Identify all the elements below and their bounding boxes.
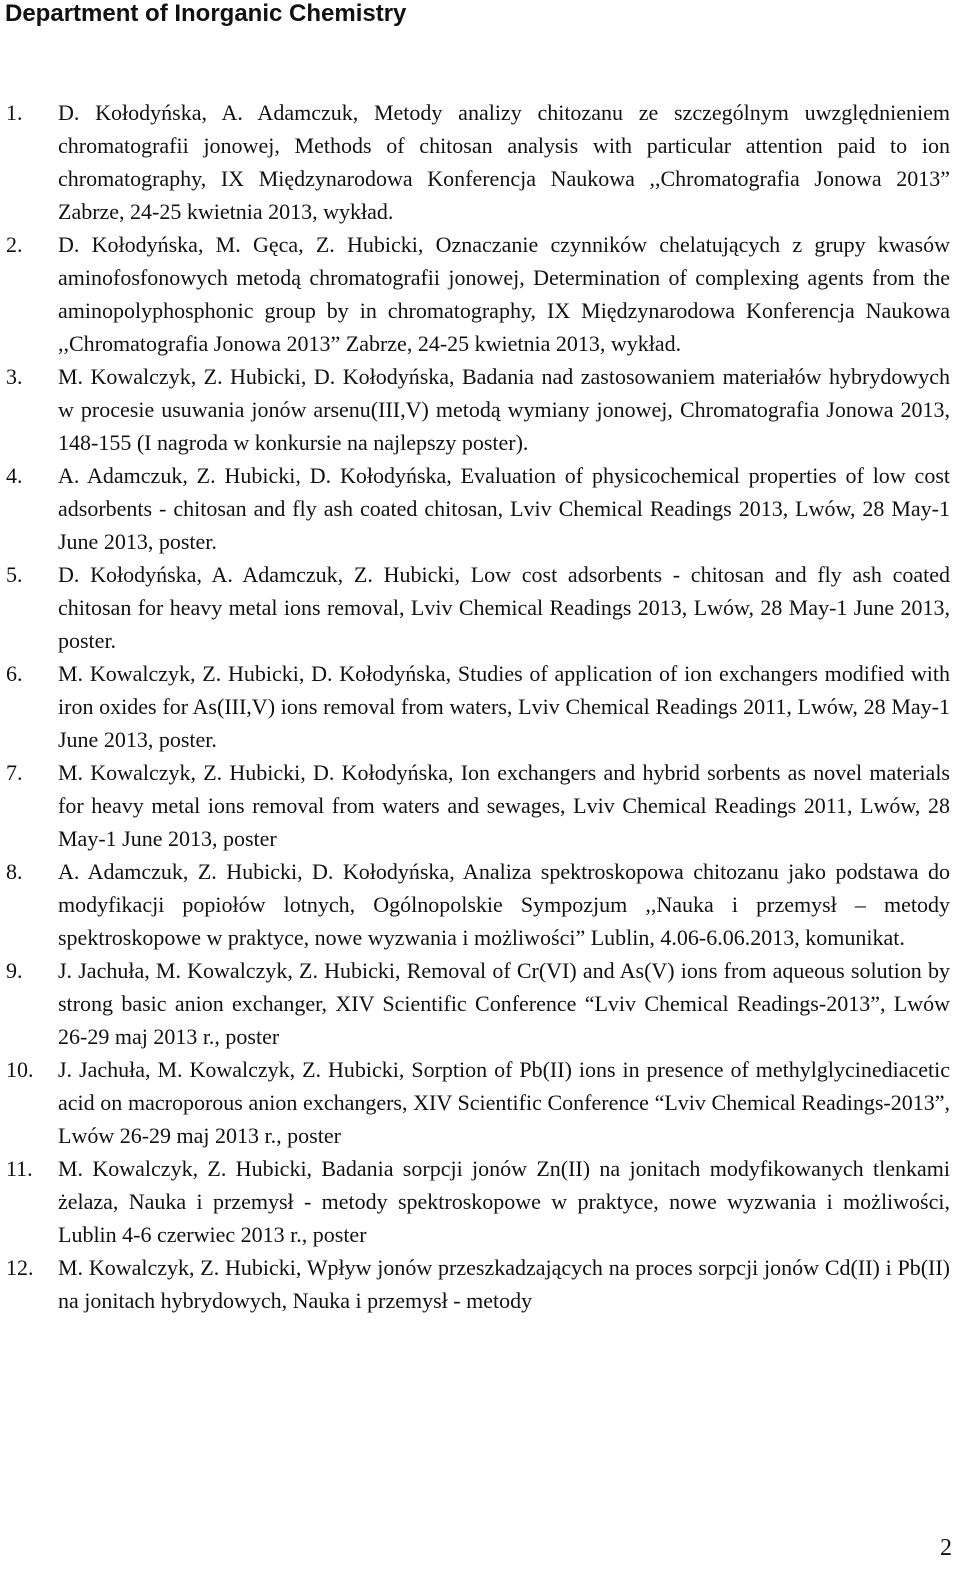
item-text: D. Kołodyńska, M. Gęca, Z. Hubicki, Oznaczanie czynników chelatujących z grupy kwasów aminofosfonowych metodą chromatografii jonowej, Determination of complexing agents from the aminopolyphosphonic group by in chromatography, IX Międzynarodowa Konferencja Naukowa ,,Chromatografia Jonowa 2013” Zabrze, 24-25 kwietnia 2013, wykład. — [58, 232, 950, 356]
reference-list — [0, 96, 960, 1317]
list-item — [0, 1053, 950, 1152]
list-item — [0, 459, 950, 558]
item-text: J. Jachuła, M. Kowalczyk, Z. Hubicki, Removal of Cr(VI) and As(V) ions from aqueous solution by strong basic anion exchanger, XIV Scientific Conference “Lviv Chemical Readings-2013”, Lwów 26-29 maj 2013 r., poster — [58, 958, 950, 1049]
item-number: 10. — [6, 1057, 34, 1082]
item-text: M. Kowalczyk, Z. Hubicki, D. Kołodyńska, Studies of application of ion exchangers modified with iron oxides for As(III,V) ions removal from waters, Lviv Chemical Readings 2011, Lwów, 28 May-1 June 2013, poster. — [58, 661, 950, 752]
item-text: M. Kowalczyk, Z. Hubicki, Badania sorpcji jonów Zn(II) na jonitach modyfikowanych tlenkami żelaza, Nauka i przemysł - metody spektroskopowe w praktyce, nowe wyzwania i możliwości, Lublin 4-6 czerwiec 2013 r., poster — [58, 1156, 950, 1247]
item-number: 12. — [6, 1255, 34, 1280]
list-item — [0, 228, 950, 360]
item-text: D. Kołodyńska, A. Adamczuk, Z. Hubicki, Low cost adsorbents - chitosan and fly ash coated chitosan for heavy metal ions removal, Lviv Chemical Readings 2013, Lwów, 28 May-1 June 2013, poster. — [58, 562, 950, 653]
item-text: A. Adamczuk, Z. Hubicki, D. Kołodyńska, Analiza spektroskopowa chitozanu jako podstawa do modyfikacji popiołów lotnych, Ogólnopolskie Sympozjum ,,Nauka i przemysł – metody spektroskopowe w praktyce, nowe wyzwania i możliwości” Lublin, 4.06-6.06.2013, komunikat. — [58, 859, 950, 950]
item-text: J. Jachuła, M. Kowalczyk, Z. Hubicki, Sorption of Pb(II) ions in presence of methylglycinediacetic acid on macroporous anion exchangers, XIV Scientific Conference “Lviv Chemical Readings-2013”, Lwów 26-29 maj 2013 r., poster — [58, 1057, 950, 1148]
list-item — [0, 954, 950, 1053]
item-number: 2. — [6, 232, 23, 257]
list-item — [0, 657, 950, 756]
list-item — [0, 558, 950, 657]
page-number: 2 — [940, 1535, 952, 1561]
item-text: M. Kowalczyk, Z. Hubicki, D. Kołodyńska, Ion exchangers and hybrid sorbents as novel materials for heavy metal ions removal from waters and sewages, Lviv Chemical Readings 2011, Lwów, 28 May-1 June 2013, poster — [58, 760, 950, 851]
list-item — [0, 1251, 950, 1317]
item-number: 8. — [6, 859, 23, 884]
item-number: 9. — [6, 958, 23, 983]
page-title: Department of Inorganic Chemistry — [5, 0, 407, 27]
item-text: M. Kowalczyk, Z. Hubicki, Wpływ jonów przeszkadzających na proces sorpcji jonów Cd(II) i Pb(II) na jonitach hybrydowych, Nauka i przemysł - metody — [58, 1255, 950, 1313]
item-text: D. Kołodyńska, A. Adamczuk, Metody analizy chitozanu ze szczególnym uwzględnieniem chromatografii jonowej, Methods of chitosan analysis with particular attention paid to ion chromatography, IX Międzynarodowa Konferencja Naukowa ,,Chromatografia Jonowa 2013” Zabrze, 24-25 kwietnia 2013, wykład. — [58, 100, 950, 224]
item-number: 5. — [6, 562, 23, 587]
item-number: 11. — [6, 1156, 33, 1181]
item-number: 6. — [6, 661, 23, 686]
list-item — [0, 360, 950, 459]
item-number: 3. — [6, 364, 23, 389]
item-text: M. Kowalczyk, Z. Hubicki, D. Kołodyńska, Badania nad zastosowaniem materiałów hybrydowych w procesie usuwania jonów arsenu(III,V) metodą wymiany jonowej, Chromatografia Jonowa 2013, 148-155 (I nagroda w konkursie na najlepszy poster). — [58, 364, 950, 455]
list-item — [0, 1152, 950, 1251]
item-number: 7. — [6, 760, 23, 785]
item-text: A. Adamczuk, Z. Hubicki, D. Kołodyńska, Evaluation of physicochemical properties of low cost adsorbents - chitosan and fly ash coated chitosan, Lviv Chemical Readings 2013, Lwów, 28 May-1 June 2013, poster. — [58, 463, 950, 554]
list-item — [0, 855, 950, 954]
list-item — [0, 96, 950, 228]
item-number: 4. — [6, 463, 23, 488]
item-number: 1. — [6, 100, 23, 125]
list-item — [0, 756, 950, 855]
